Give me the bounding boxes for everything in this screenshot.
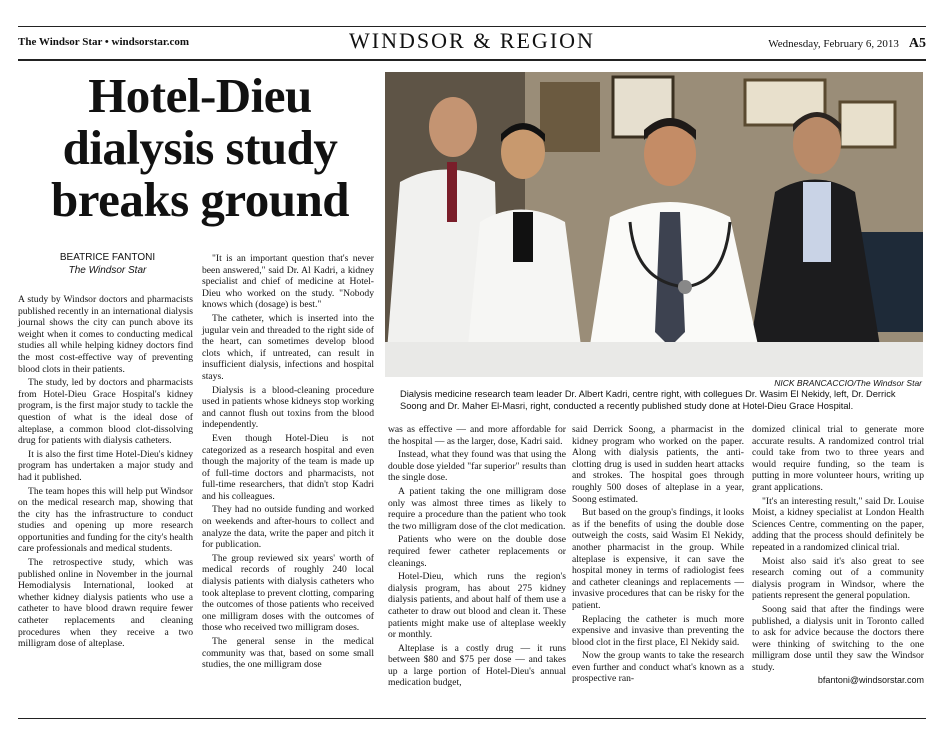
paragraph: A patient taking the one milligram dose only was almost three times as likely to require a procedure than the patient who took the two milligram dose of the clot medication. — [388, 485, 566, 532]
paragraph: Patients who were on the double dose required fewer catheter replacements or cleanings. — [388, 534, 566, 569]
paragraph: The catheter, which is inserted into the jugular vein and threaded to the right side of the heart, can sometimes develop blood clots which, if untreated, can result in insufficient dialysis, infections and hospital stays. — [202, 312, 374, 382]
byline — [20, 251, 195, 277]
paragraph: It is also the first time Hotel-Dieu's kidney program has undertaken a major study and had it published. — [18, 448, 193, 483]
article-column-1 — [18, 294, 193, 652]
paragraph: But based on the group's findings, it looks as if the benefits of using the double dose outweigh the costs, said Wasim El Nekidy, another pharmacist in the group. While alteplase is expensive, it can save the hospital money in terms of radiologist fees and catheter cleanings and replacements — invasive procedures that can be risky for the patient. — [572, 507, 744, 611]
section-title: WINDSOR & REGION — [349, 28, 595, 53]
paragraph: Even though Hotel-Dieu is not categorized as a research hospital and even though the majority of the team is made up of full-time doctors and pharmacists, not full-time researchers, that didn't stop Kadri and his colleagues. — [202, 432, 374, 502]
paragraph: The study, led by doctors and pharmacists from Hotel-Dieu Grace Hospital's kidney program, is the first major study to tackle the question of what is the ideal dose of alteplase, a common blood clot-dissolving drug for patients with dialysis catheters. — [18, 377, 193, 447]
paragraph: The group reviewed six years' worth of medical records of roughly 240 local dialysis patients with dialysis catheters who took alteplase to prevent clotting, comparing the outcomes of those patients who received one milligram doses with the outcomes of those who received two milligram doses. — [202, 552, 374, 634]
paragraph: The general sense in the medical community was that, based on some small studies, the one milligram dose — [202, 636, 374, 671]
author-name: BEATRICE FANTONI — [59, 252, 156, 263]
masthead-rule — [18, 59, 926, 61]
paragraph: Replacing the catheter is much more expensive and invasive than preventing the blood clot in the first place, El Nekidy said. — [572, 613, 744, 648]
article-column-5 — [752, 424, 924, 687]
paragraph: Dialysis is a blood-cleaning procedure used in patients whose kidneys stop working and cannot flush out toxins from the blood independently. — [202, 384, 374, 431]
author-publication: The Windsor Star — [68, 265, 147, 276]
paragraph: Moist also said it's also great to see research coming out of a community dialysis program in Windsor, where the patients represent the general population. — [752, 555, 924, 602]
paragraph: A study by Windsor doctors and pharmacists published recently in an international dialysis journal shows the city can punch above its weight when it comes to conducting medical studies all while helping kidney doctors find the most cost-effective way of preventing blood clots in their patients. — [18, 294, 193, 375]
paragraph: said Derrick Soong, a pharmacist in the kidney program who worked on the paper. Along with dialysis patients, the anti-clotting drug is used in sudden heart attacks and strokes. The hospital goes through roughly 500 doses of alteplase in a year, Soong estimated. — [572, 424, 744, 505]
paragraph: They had no outside funding and worked on weekends and after-hours to collect and analyze the data, write the paper and pitch it for publication. — [202, 504, 374, 551]
issue-date: Wednesday, February 6, 2013 — [768, 38, 899, 50]
article-column-4 — [572, 424, 744, 687]
paragraph: "It's an interesting result," said Dr. Louise Moist, a kidney specialist at London Health Sciences Centre, commenting on the paper, adding that the process should definitely be repeated in a randomized clinical trial. — [752, 495, 924, 553]
paragraph: The team hopes this will help put Windsor on the medical research map, showing that the city has the infrastructure to conduct studies and opening up more research opportunities and funding for the city's health care professionals and medical students. — [18, 485, 193, 555]
photo-credit: NICK BRANCACCIO/The Windsor Star — [774, 378, 922, 388]
paragraph: Instead, what they found was that using the double dose yielded "far superior" results than the single dose. — [388, 449, 566, 484]
paragraph: Alteplase is a costly drug — it runs between $80 and $75 per dose — and takes up a large portion of Hotel-Dieu's annual medication budget, — [388, 642, 566, 689]
masthead — [18, 28, 926, 58]
author-email: bfantoni@windsorstar.com — [817, 675, 924, 686]
paragraph: The retrospective study, which was published online in November in the journal Hemodialysis International, looked at whether kidney dialysis patients who use a catheter to have blood drawn require fewer catheter replacements and cleaning procedures when they receive a two milligram dose of alteplase. — [18, 557, 193, 650]
paragraph: Soong said that after the findings were published, a dialysis unit in Toronto called to ask for advice because the doctors there were thinking of switching to the one milligram dose until they saw the Windsor study. — [752, 603, 924, 673]
bottom-rule — [18, 718, 926, 719]
article-column-3 — [388, 424, 566, 691]
page-number: A5 — [908, 36, 926, 51]
headline: Hotel-Dieu dialysis study breaks ground — [50, 68, 350, 227]
article-column-2 — [202, 253, 374, 673]
paper-name: The Windsor Star • windsorstar.com — [18, 36, 190, 48]
photo-caption: Dialysis medicine research team leader Dr. Albert Kadri, centre right, with collegues Dr. Wasim El Nekidy, left, Dr. Derrick Soong and Dr. Maher El-Masri, right, conducted a recently published study done at Hotel-Dieu Grace Hospital. — [400, 389, 896, 411]
date-page — [768, 36, 926, 52]
team-photo-image — [385, 72, 923, 377]
paragraph: domized clinical trial to generate more accurate results. A randomized control trial could take from two to three years and would require funding, so the team is putting in more volunteer hours, writing up grant applications. — [752, 424, 924, 493]
paragraph: Now the group wants to take the research even further and conduct what's known as a prospective ran- — [572, 650, 744, 685]
top-rule — [18, 26, 926, 27]
paragraph: was as effective — and more affordable for the hospital — as the larger, dose, Kadri said. — [388, 424, 566, 447]
paragraph: "It is an important question that's never been answered," said Dr. Al Kadri, a kidney specialist and chief of medicine at Hotel-Dieu who worked on the study. "Nobody knows which (dosage) is best." — [202, 253, 374, 311]
team-photo — [385, 72, 923, 377]
paragraph: Hotel-Dieu, which runs the region's dialysis program, has about 275 kidney dialysis patients, and about half of them use a catheter to draw out blood and clean it. These patients might make use of alteplase weekly or monthly. — [388, 571, 566, 641]
